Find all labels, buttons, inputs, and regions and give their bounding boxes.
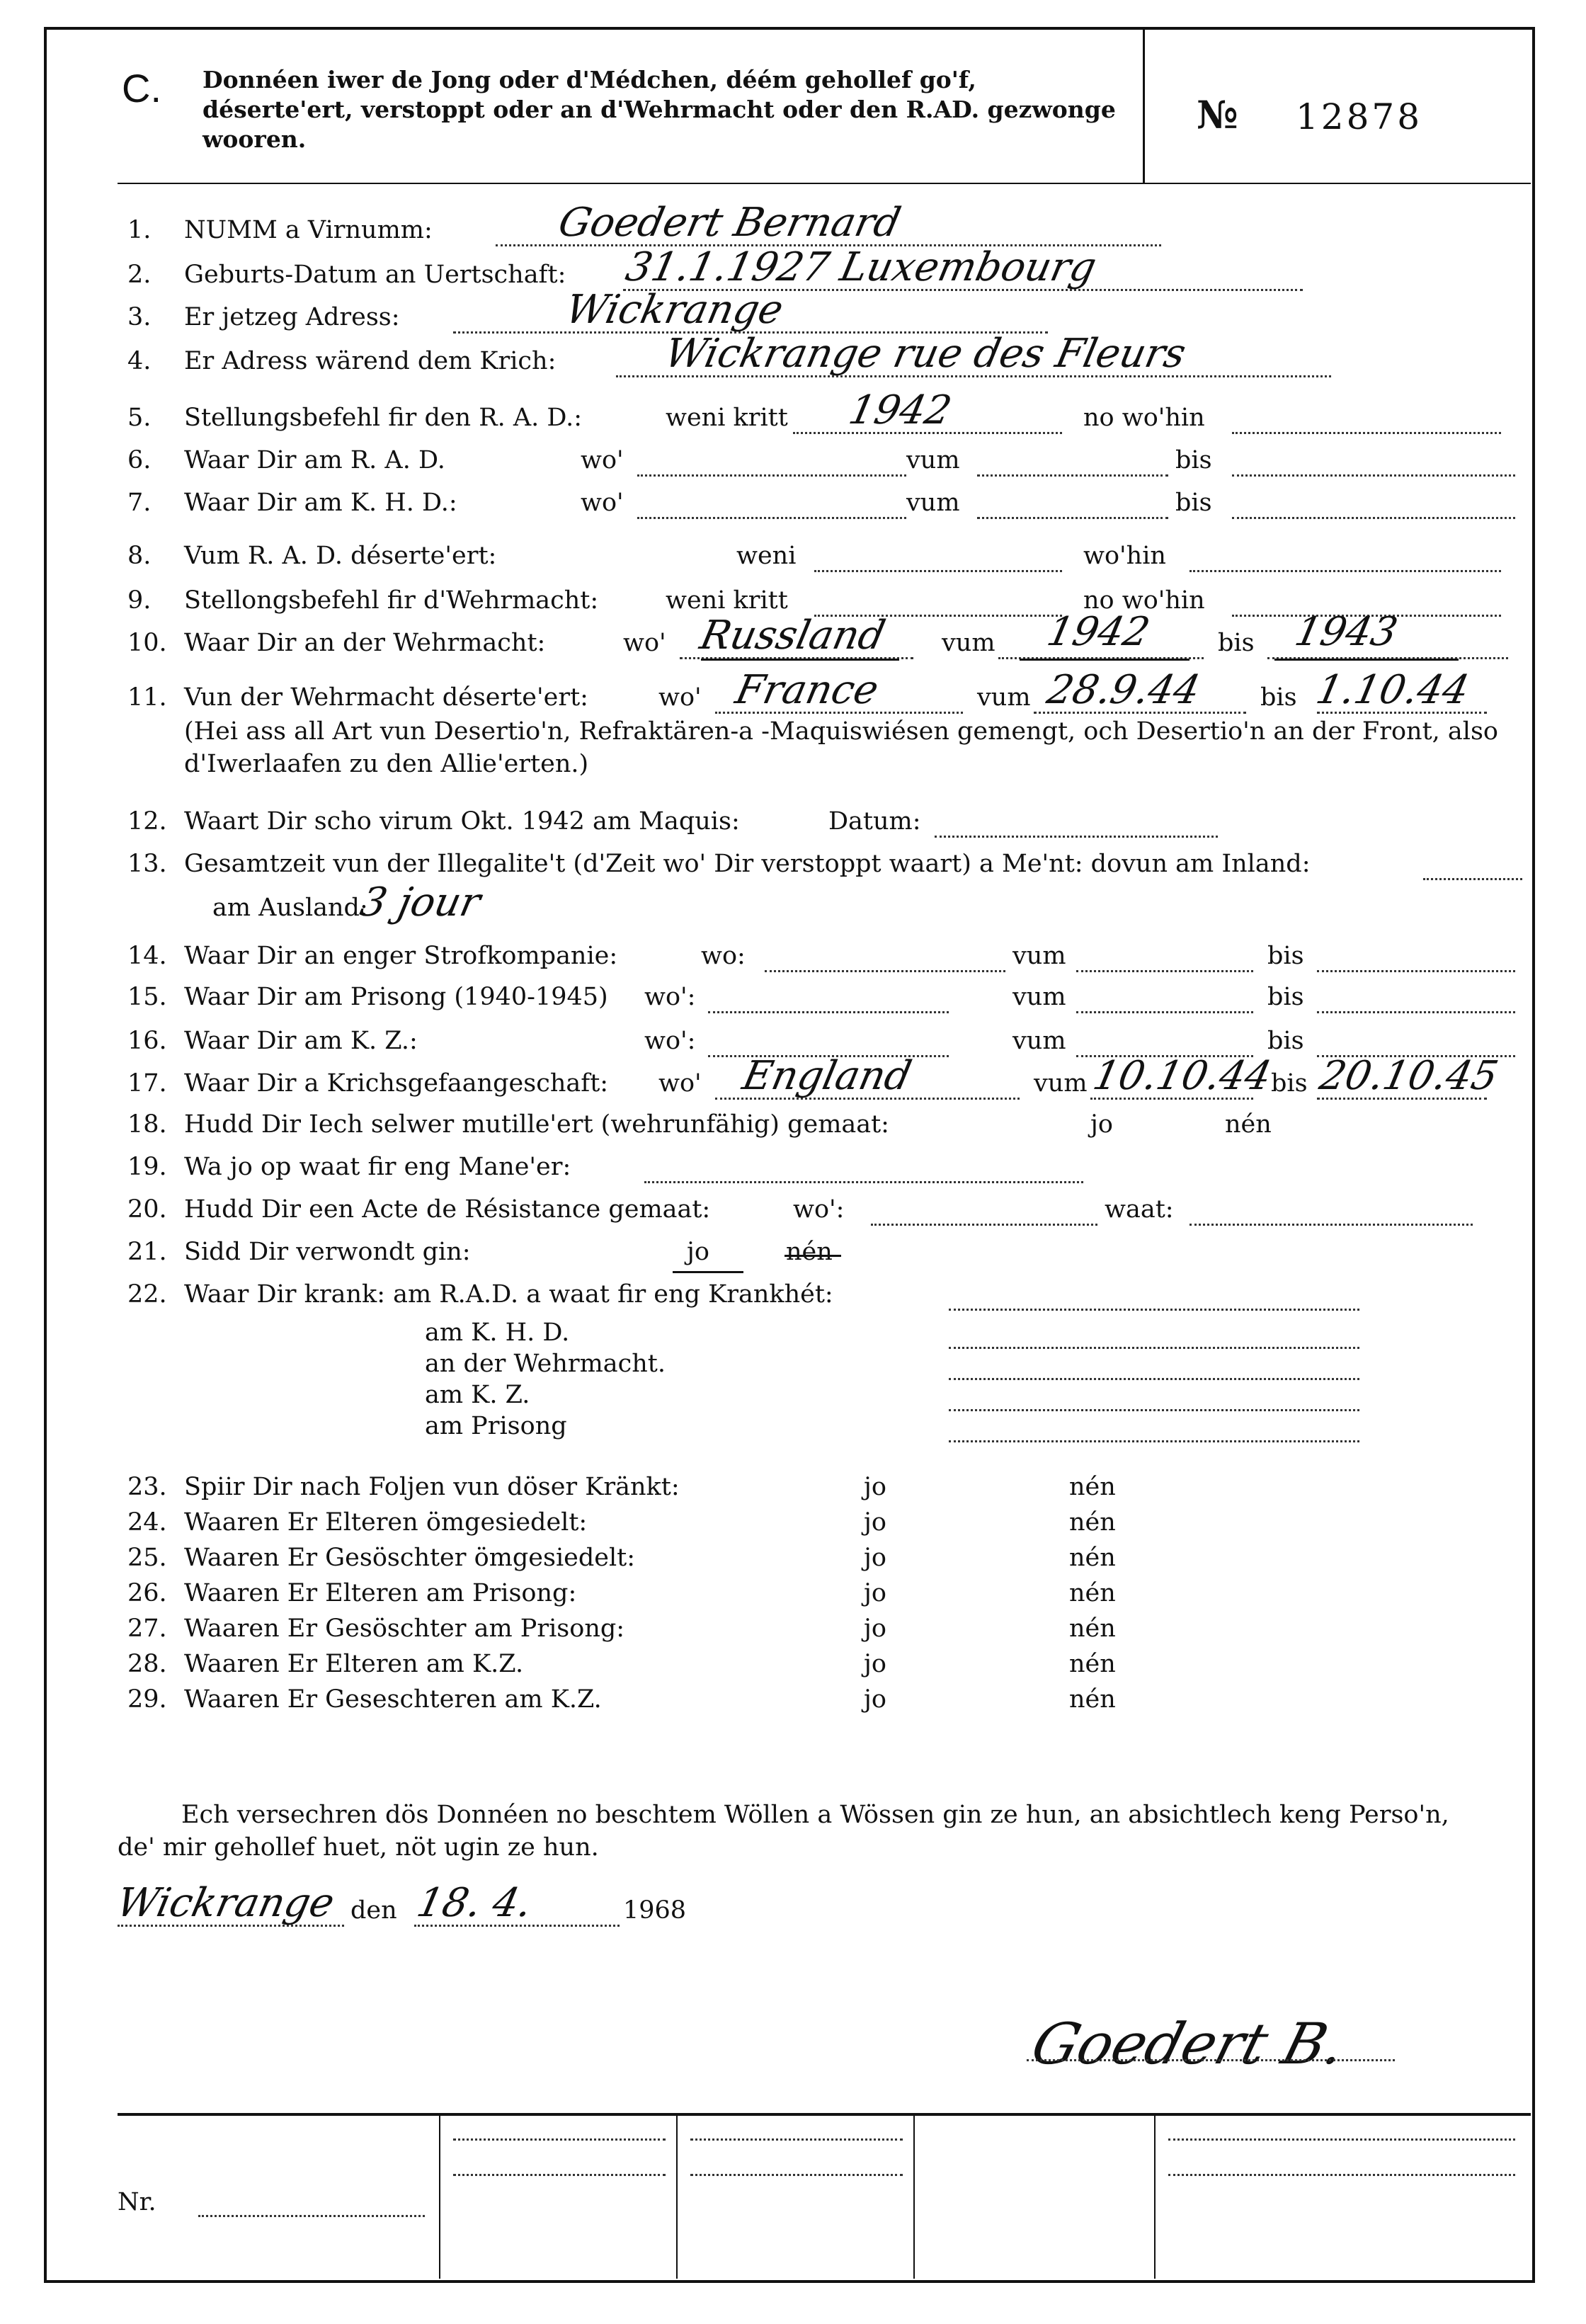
row-label: Spiir Dir nach Foljen vun döser Kränkt: (184, 1473, 680, 1501)
row11-note: (Hei ass all Art vun Desertio'n, Refraktären-a -Maquiswiésen gemengt, och Desertio'n an der Front, also d'Iwerlaafen zu den Allie'erten.) (184, 717, 1498, 778)
row-text: bis (1175, 489, 1212, 517)
row-text: waat: (1105, 1195, 1174, 1224)
row-number: 28. (127, 1650, 167, 1678)
no-option[interactable]: nén (1069, 1508, 1116, 1537)
row-number: 8. (127, 542, 152, 570)
row-text: no wo'hin (1083, 404, 1205, 432)
form-field[interactable] (949, 1309, 1359, 1311)
form-field[interactable] (814, 570, 1062, 572)
row-text: bis (1267, 942, 1304, 970)
row-number: 1. (127, 216, 152, 244)
row-number: 4. (127, 347, 152, 375)
form-field[interactable] (949, 1378, 1359, 1380)
footer-col-divider (1154, 2116, 1156, 2279)
row-text: wo' (658, 1069, 702, 1098)
form-field[interactable] (1232, 474, 1515, 477)
row-number: 22. (127, 1280, 167, 1309)
row-text: wo': (793, 1195, 845, 1224)
row-label: Waar Dir krank: am R.A.D. a waat fir eng Krankhét: (184, 1280, 833, 1309)
row-label: Stellungsbefehl fir den R. A. D.: (184, 404, 583, 432)
row-text: wo' (581, 446, 624, 474)
handwritten-address: Wickrange (561, 287, 787, 333)
row-text: wo' (623, 629, 666, 657)
header-divider (118, 183, 1531, 184)
row-label: Gesamtzeit vun der Illegalite't (d'Zeit wo' Dir verstoppt waart) a Me'nt: dovun am Inland: (184, 850, 1311, 878)
form-field[interactable] (935, 836, 1218, 838)
form-field[interactable] (977, 474, 1168, 477)
row-label: Er Adress wärend dem Krich: (184, 347, 557, 375)
yes-option[interactable]: jo (864, 1473, 886, 1501)
row-text: vum (942, 629, 995, 657)
handwritten-war-address: Wickrange rue des Fleurs (661, 331, 1190, 377)
strike-through (785, 1255, 841, 1257)
row-text: bis (1175, 446, 1212, 474)
row-label: Waaren Er Elteren ömgesiedelt: (184, 1508, 588, 1537)
row-number: 13. (127, 850, 167, 878)
row-label: Er jetzeg Adress: (184, 303, 400, 331)
row-number: 3. (127, 303, 152, 331)
row-label: Waar Dir an der Wehrmacht: (184, 629, 546, 657)
form-field[interactable] (949, 1409, 1359, 1411)
row-number: 11. (127, 683, 167, 712)
row-text: vum (1012, 942, 1066, 970)
number-sign: № (1197, 92, 1238, 137)
footer-field[interactable] (1168, 2174, 1515, 2176)
row-text: am Ausland: (212, 894, 368, 922)
row-number: 7. (127, 489, 152, 517)
form-field[interactable] (637, 517, 906, 519)
row-label: Stellongsbefehl fir d'Wehrmacht: (184, 586, 599, 615)
row-text: wo': (644, 983, 696, 1011)
row-text: nén (1225, 1110, 1272, 1139)
row-label: Vum R. A. D. déserte'ert: (184, 542, 497, 570)
row-text: jo (1090, 1110, 1113, 1139)
yes-option[interactable]: jo (864, 1508, 886, 1537)
footer-field[interactable] (690, 2138, 903, 2141)
row-text: bis (1267, 983, 1304, 1011)
strike-through (1274, 659, 1459, 661)
form-field[interactable] (1190, 570, 1501, 572)
row-text: vum (1012, 1027, 1066, 1055)
footer-field[interactable] (453, 2138, 666, 2141)
form-field[interactable] (644, 1181, 1083, 1183)
row-number: 17. (127, 1069, 167, 1098)
row-label: Hudd Dir een Acte de Résistance gemaat: (184, 1195, 711, 1224)
yes-option[interactable]: jo (864, 1579, 886, 1607)
form-field[interactable] (977, 517, 1168, 519)
row-label: Sidd Dir verwondt gin: (184, 1238, 471, 1266)
form-field[interactable] (708, 1011, 949, 1013)
header-text: Donnéen iwer de Jong oder d'Médchen, déém gehollef go'f, déserte'ert, verstoppt oder an d'Wehrmacht oder den R.AD. gezwonge wooren. (202, 66, 1116, 153)
form-field[interactable] (1076, 970, 1253, 972)
row-text: weni (736, 542, 797, 570)
form-field[interactable] (1317, 1011, 1515, 1013)
handwritten-rad-year: 1942 (845, 387, 956, 433)
handwritten-pow-to: 20.10.45 (1316, 1053, 1502, 1099)
row-number: 14. (127, 942, 167, 970)
row-text: vum (977, 683, 1031, 712)
row-number: 12. (127, 807, 167, 836)
row-label: Vun der Wehrmacht déserte'ert: (184, 683, 588, 712)
row-number: 27. (127, 1614, 167, 1643)
row-text: vum (1034, 1069, 1088, 1098)
no-option[interactable]: nén (1069, 1650, 1116, 1678)
row-label: Waaren Er Elteren am K.Z. (184, 1650, 524, 1678)
no-option[interactable]: nén (1069, 1473, 1116, 1501)
handwritten-desert-from: 28.9.44 (1043, 667, 1204, 713)
underline (673, 1271, 743, 1273)
row-text: wo'hin (1083, 542, 1166, 570)
row-label: Wa jo op waat fir eng Mane'er: (184, 1153, 571, 1181)
form-field[interactable] (949, 1440, 1359, 1442)
form-field[interactable] (1317, 970, 1515, 972)
form-field[interactable] (871, 1224, 1097, 1226)
handwritten-pow-place: England (738, 1053, 915, 1099)
form-field[interactable] (765, 970, 1005, 972)
strike-through (1020, 659, 1190, 661)
row-label: NUMM a Virnumm: (184, 216, 433, 244)
row-text: vum (906, 489, 960, 517)
row-22-sub: am K. H. D. (425, 1318, 570, 1347)
form-field[interactable] (1190, 1224, 1473, 1226)
row-22-sub: am K. Z. (425, 1381, 530, 1409)
yes-option[interactable]: jo (864, 1650, 886, 1678)
row-label: Waaren Er Gesöschter ömgesiedelt: (184, 1544, 636, 1572)
row-label: Waar Dir am K. Z.: (184, 1027, 418, 1055)
handwritten-place: Wickrange (113, 1880, 338, 1926)
row-text: weni kritt (666, 586, 788, 615)
yes-option[interactable]: jo (864, 1685, 886, 1714)
row-label: Hudd Dir Iech selwer mutille'ert (wehrunfähig) gemaat: (184, 1110, 889, 1139)
handwritten-birth: 31.1.1927 Luxembourg (622, 244, 1101, 290)
form-field[interactable] (1027, 2059, 1395, 2061)
row-label: Waart Dir scho virum Okt. 1942 am Maquis: (184, 807, 740, 836)
row-text: bis (1218, 629, 1255, 657)
row-label: Geburts-Datum an Uertschaft: (184, 261, 566, 289)
row-22-sub: an der Wehrmacht. (425, 1350, 666, 1378)
row-22-sub: am Prisong (425, 1412, 567, 1440)
footer-divider (118, 2113, 1531, 2116)
form-field[interactable] (1232, 517, 1515, 519)
no-option[interactable]: nén (1069, 1544, 1116, 1572)
form-field[interactable] (637, 474, 906, 477)
form-field[interactable] (1423, 878, 1522, 880)
row-number: 9. (127, 586, 152, 615)
form-field[interactable] (949, 1347, 1359, 1349)
footer-nr-field[interactable] (198, 2215, 425, 2217)
handwritten-wehrmacht-to: 1943 (1291, 609, 1402, 655)
footer-field[interactable] (690, 2174, 903, 2176)
handwritten-name: Goedert Bernard (554, 200, 905, 246)
row-text: bis (1267, 1027, 1304, 1055)
row-text: vum (906, 446, 960, 474)
date-den: den (350, 1896, 397, 1925)
row-number: 18. (127, 1110, 167, 1139)
row-text: bis (1271, 1069, 1308, 1098)
form-field[interactable] (1232, 432, 1501, 434)
footer-col-divider (439, 2116, 440, 2279)
row-label: Waar Dir am K. H. D.: (184, 489, 457, 517)
row-text: bis (1260, 683, 1297, 712)
row-text: wo' (658, 683, 702, 712)
row-text: wo: (701, 942, 746, 970)
row-number: 23. (127, 1473, 167, 1501)
date-year: 1968 (623, 1896, 687, 1925)
no-option[interactable]: nén (1069, 1579, 1116, 1607)
no-option[interactable]: nén (1069, 1614, 1116, 1643)
row-number: 29. (127, 1685, 167, 1714)
row-number: 5. (127, 404, 152, 432)
footer-field[interactable] (453, 2174, 666, 2176)
footer-col-divider (913, 2116, 915, 2279)
row-number: 21. (127, 1238, 167, 1266)
row-number: 10. (127, 629, 167, 657)
row-text: wo' (581, 489, 624, 517)
declaration-text: Ech versechren dös Donnéen no beschtem Wöllen a Wössen gin ze hun, an absichtlech keng Perso'n, de' mir gehollef huet, nöt ugin ze hun. (118, 1801, 1449, 1862)
footer-nr-label: Nr. (118, 2188, 156, 2216)
row-text: wo': (644, 1027, 696, 1055)
row-label: Waaren Er Elteren am Prisong: (184, 1579, 577, 1607)
row-number: 16. (127, 1027, 167, 1055)
handwritten-wehrmacht-from: 1942 (1043, 609, 1154, 655)
row-text: no wo'hin (1083, 586, 1205, 615)
row-text: weni kritt (666, 404, 788, 432)
handwritten-pow-from: 10.10.44 (1089, 1053, 1276, 1099)
row-label: Waar Dir am Prisong (1940-1945) (184, 983, 608, 1011)
row-number: 6. (127, 446, 152, 474)
header-vertical-divider (1143, 27, 1145, 183)
row-number: 20. (127, 1195, 167, 1224)
row-number: 26. (127, 1579, 167, 1607)
row-label: Waaren Er Geseschteren am K.Z. (184, 1685, 602, 1714)
row-label: Waar Dir am R. A. D. (184, 446, 445, 474)
signature: Goedert B. (1025, 2011, 1353, 2077)
row-number: 25. (127, 1544, 167, 1572)
footer-col-divider (676, 2116, 678, 2279)
row-text: vum (1012, 983, 1066, 1011)
handwritten-wehrmacht-place: Russland (696, 613, 889, 659)
row-number: 19. (127, 1153, 167, 1181)
row-label: Waar Dir an enger Strofkompanie: (184, 942, 618, 970)
strike-through (701, 659, 899, 661)
row-text: Datum: (828, 807, 921, 836)
yes-option[interactable]: jo (864, 1614, 886, 1643)
handwritten-desert-place: France (731, 667, 883, 713)
no-option[interactable]: nén (1069, 1685, 1116, 1714)
section-letter: C. (122, 66, 161, 110)
row-number: 2. (127, 261, 152, 289)
footer-field[interactable] (1168, 2138, 1515, 2141)
row-number: 15. (127, 983, 167, 1011)
row-text: jo (687, 1238, 709, 1266)
handwritten-date: 18. 4. (413, 1880, 537, 1926)
handwritten-abroad: 3 jour (356, 879, 485, 925)
form-number: 12878 (1296, 96, 1423, 137)
row-label: Waar Dir a Krichsgefaangeschaft: (184, 1069, 609, 1098)
row-text: nén (786, 1238, 833, 1266)
yes-option[interactable]: jo (864, 1544, 886, 1572)
row-number: 24. (127, 1508, 167, 1537)
row-label: Waaren Er Gesöschter am Prisong: (184, 1614, 625, 1643)
handwritten-desert-to: 1.10.44 (1312, 667, 1473, 713)
form-field[interactable] (1076, 1011, 1253, 1013)
